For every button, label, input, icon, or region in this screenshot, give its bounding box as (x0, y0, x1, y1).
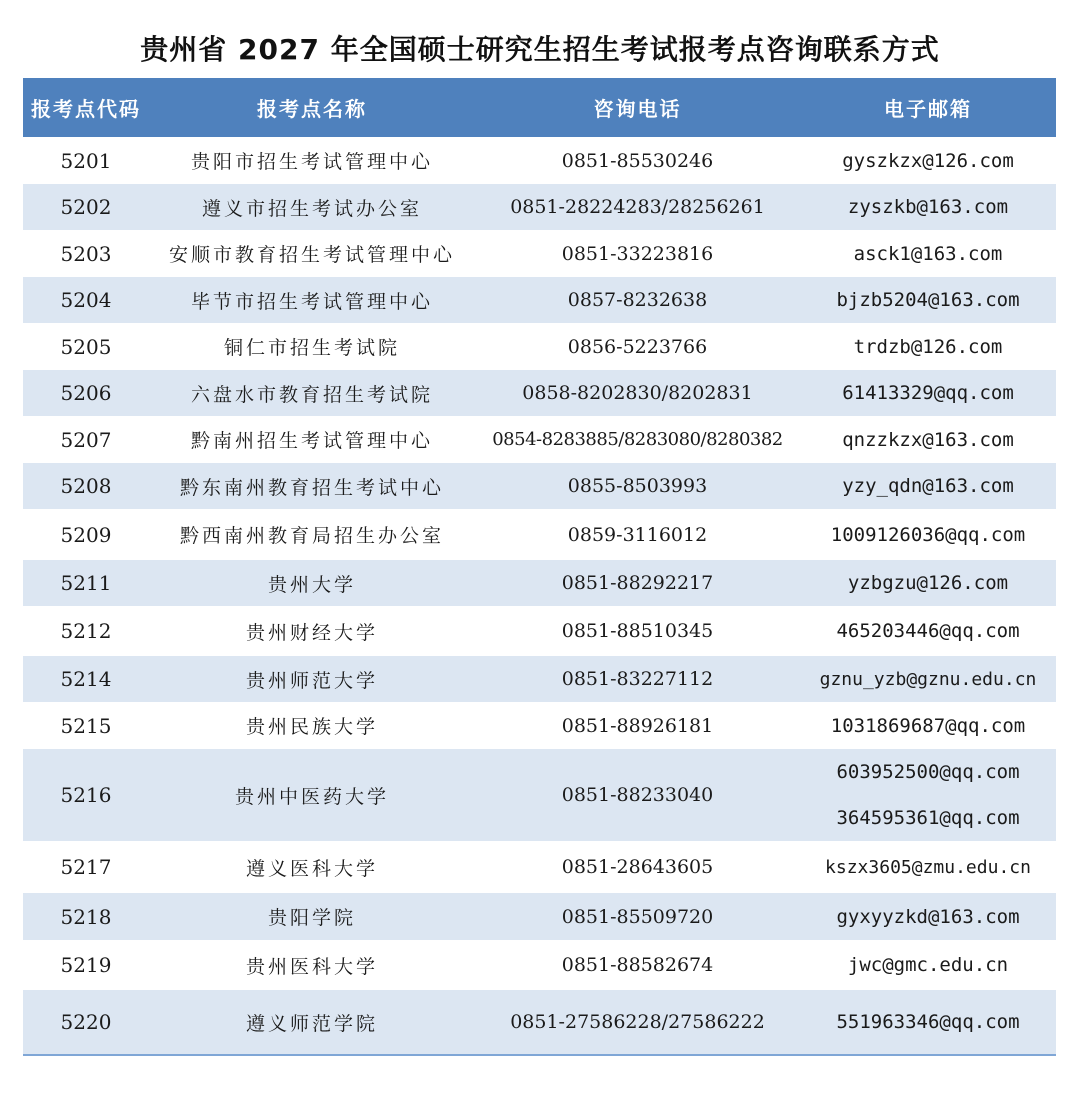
cell-phone: 0851-88582674 (475, 940, 800, 990)
table-row (23, 560, 1056, 606)
cell-email (800, 323, 1056, 370)
cell-name: 贵阳市招生考试管理中心 (149, 137, 475, 184)
cell-phone: 0858-8202830/8202831 (475, 370, 800, 416)
cell-name: 黔东南州教育招生考试中心 (149, 463, 475, 509)
email-address: 1009126036@qq.com (830, 523, 1026, 546)
cell-email (800, 841, 1056, 893)
cell-phone: 0851-33223816 (475, 230, 800, 277)
cell-email (800, 990, 1056, 1055)
cell-phone: 0851-88926181 (475, 702, 800, 749)
table-row (23, 230, 1056, 277)
email-address: 603952500@qq.com (836, 761, 1020, 783)
cell-name: 贵州医科大学 (149, 940, 475, 990)
table-row (23, 416, 1056, 463)
cell-phone: 0851-28643605 (475, 841, 800, 893)
email-address: bjzb5204@163.com (836, 289, 1020, 311)
email-address: zyszkb@163.com (847, 196, 1009, 218)
table-row (23, 893, 1056, 940)
cell-email (800, 137, 1056, 184)
table-header (23, 78, 1056, 137)
email-address: kszx3605@zmu.edu.cn (825, 856, 1031, 878)
contact-table (23, 78, 1056, 1056)
cell-email (800, 184, 1056, 230)
cell-name: 贵州财经大学 (149, 606, 475, 656)
table-row (23, 990, 1056, 1055)
cell-code: 5212 (23, 606, 149, 656)
cell-name: 遵义市招生考试办公室 (149, 184, 475, 230)
cell-phone: 0857-8232638 (475, 277, 800, 323)
cell-code: 5208 (23, 463, 149, 509)
email-address: 465203446@qq.com (836, 620, 1020, 642)
cell-code: 5204 (23, 277, 149, 323)
cell-email (800, 656, 1056, 702)
cell-phone: 0855-8503993 (475, 463, 800, 509)
cell-name: 遵义师范学院 (149, 990, 475, 1055)
header-name: 报考点名称 (149, 78, 475, 137)
cell-name: 毕节市招生考试管理中心 (149, 277, 475, 323)
cell-code: 5202 (23, 184, 149, 230)
cell-email (800, 749, 1056, 841)
cell-name: 黔西南州教育局招生办公室 (149, 509, 475, 560)
cell-code: 5211 (23, 560, 149, 606)
cell-email (800, 463, 1056, 509)
cell-phone: 0851-28224283/28256261 (475, 184, 800, 230)
cell-code: 5214 (23, 656, 149, 702)
cell-email (800, 277, 1056, 323)
email-address: 364595361@qq.com (836, 807, 1020, 829)
cell-code: 5215 (23, 702, 149, 749)
cell-phone: 0851-85509720 (475, 893, 800, 940)
cell-phone: 0851-85530246 (475, 137, 800, 184)
email-address: 1031869687@qq.com (830, 714, 1026, 737)
cell-code: 5219 (23, 940, 149, 990)
table-row (23, 277, 1056, 323)
table-row (23, 749, 1056, 841)
email-address: 61413329@qq.com (842, 382, 1014, 404)
cell-email (800, 230, 1056, 277)
cell-name: 黔南州招生考试管理中心 (149, 416, 475, 463)
email-address: qnzzkzx@163.com (842, 428, 1014, 451)
cell-name: 六盘水市教育招生考试院 (149, 370, 475, 416)
email-address: trdzb@126.com (853, 335, 1003, 358)
header-row (23, 78, 1056, 137)
cell-code: 5207 (23, 416, 149, 463)
header-email: 电子邮箱 (800, 78, 1056, 137)
page-title: 贵州省 2027 年全国硕士研究生招生考试报考点咨询联系方式 (140, 33, 940, 66)
email-address: gyszkzx@126.com (842, 149, 1014, 172)
table-row (23, 841, 1056, 893)
cell-code: 5201 (23, 137, 149, 184)
table-row (23, 137, 1056, 184)
cell-name: 贵州师范大学 (149, 656, 475, 702)
email-address: jwc@gmc.edu.cn (847, 954, 1009, 976)
cell-phone: 0856-5223766 (475, 323, 800, 370)
table-row (23, 606, 1056, 656)
table-row (23, 323, 1056, 370)
email-address: 551963346@qq.com (836, 1011, 1020, 1033)
email-address: yzy_qdn@163.com (842, 475, 1014, 497)
cell-name: 安顺市教育招生考试管理中心 (149, 230, 475, 277)
table-body (23, 137, 1056, 1055)
cell-code: 5206 (23, 370, 149, 416)
cell-name: 贵阳学院 (149, 893, 475, 940)
table-row (23, 463, 1056, 509)
email-address: gyxyyzkd@163.com (836, 905, 1020, 928)
cell-phone: 0854-8283885/8283080/8280382 (475, 416, 800, 463)
cell-code: 5217 (23, 841, 149, 893)
cell-code: 5218 (23, 893, 149, 940)
cell-phone: 0851-27586228/27586222 (475, 990, 800, 1055)
table-row (23, 370, 1056, 416)
cell-code: 5220 (23, 990, 149, 1055)
cell-email (800, 560, 1056, 606)
cell-code: 5205 (23, 323, 149, 370)
table-row (23, 940, 1056, 990)
cell-phone: 0859-3116012 (475, 509, 800, 560)
table-row (23, 184, 1056, 230)
cell-email (800, 893, 1056, 940)
table-row (23, 702, 1056, 749)
cell-email (800, 606, 1056, 656)
email-address: yzbgzu@126.com (847, 572, 1009, 594)
email-address: asck1@163.com (853, 242, 1003, 265)
cell-email (800, 370, 1056, 416)
cell-phone: 0851-88292217 (475, 560, 800, 606)
header-code: 报考点代码 (23, 78, 149, 137)
table-row (23, 656, 1056, 702)
cell-email (800, 509, 1056, 560)
cell-code: 5203 (23, 230, 149, 277)
cell-phone: 0851-88233040 (475, 749, 800, 841)
cell-name: 遵义医科大学 (149, 841, 475, 893)
cell-code: 5216 (23, 749, 149, 841)
cell-phone: 0851-88510345 (475, 606, 800, 656)
cell-name: 贵州民族大学 (149, 702, 475, 749)
cell-name: 贵州中医药大学 (149, 749, 475, 841)
cell-email (800, 702, 1056, 749)
cell-phone: 0851-83227112 (475, 656, 800, 702)
cell-email (800, 940, 1056, 990)
table-row (23, 509, 1056, 560)
cell-name: 贵州大学 (149, 560, 475, 606)
cell-email (800, 416, 1056, 463)
header-phone: 咨询电话 (475, 78, 800, 137)
cell-code: 5209 (23, 509, 149, 560)
cell-name: 铜仁市招生考试院 (149, 323, 475, 370)
email-address: gznu_yzb@gznu.edu.cn (819, 668, 1037, 690)
